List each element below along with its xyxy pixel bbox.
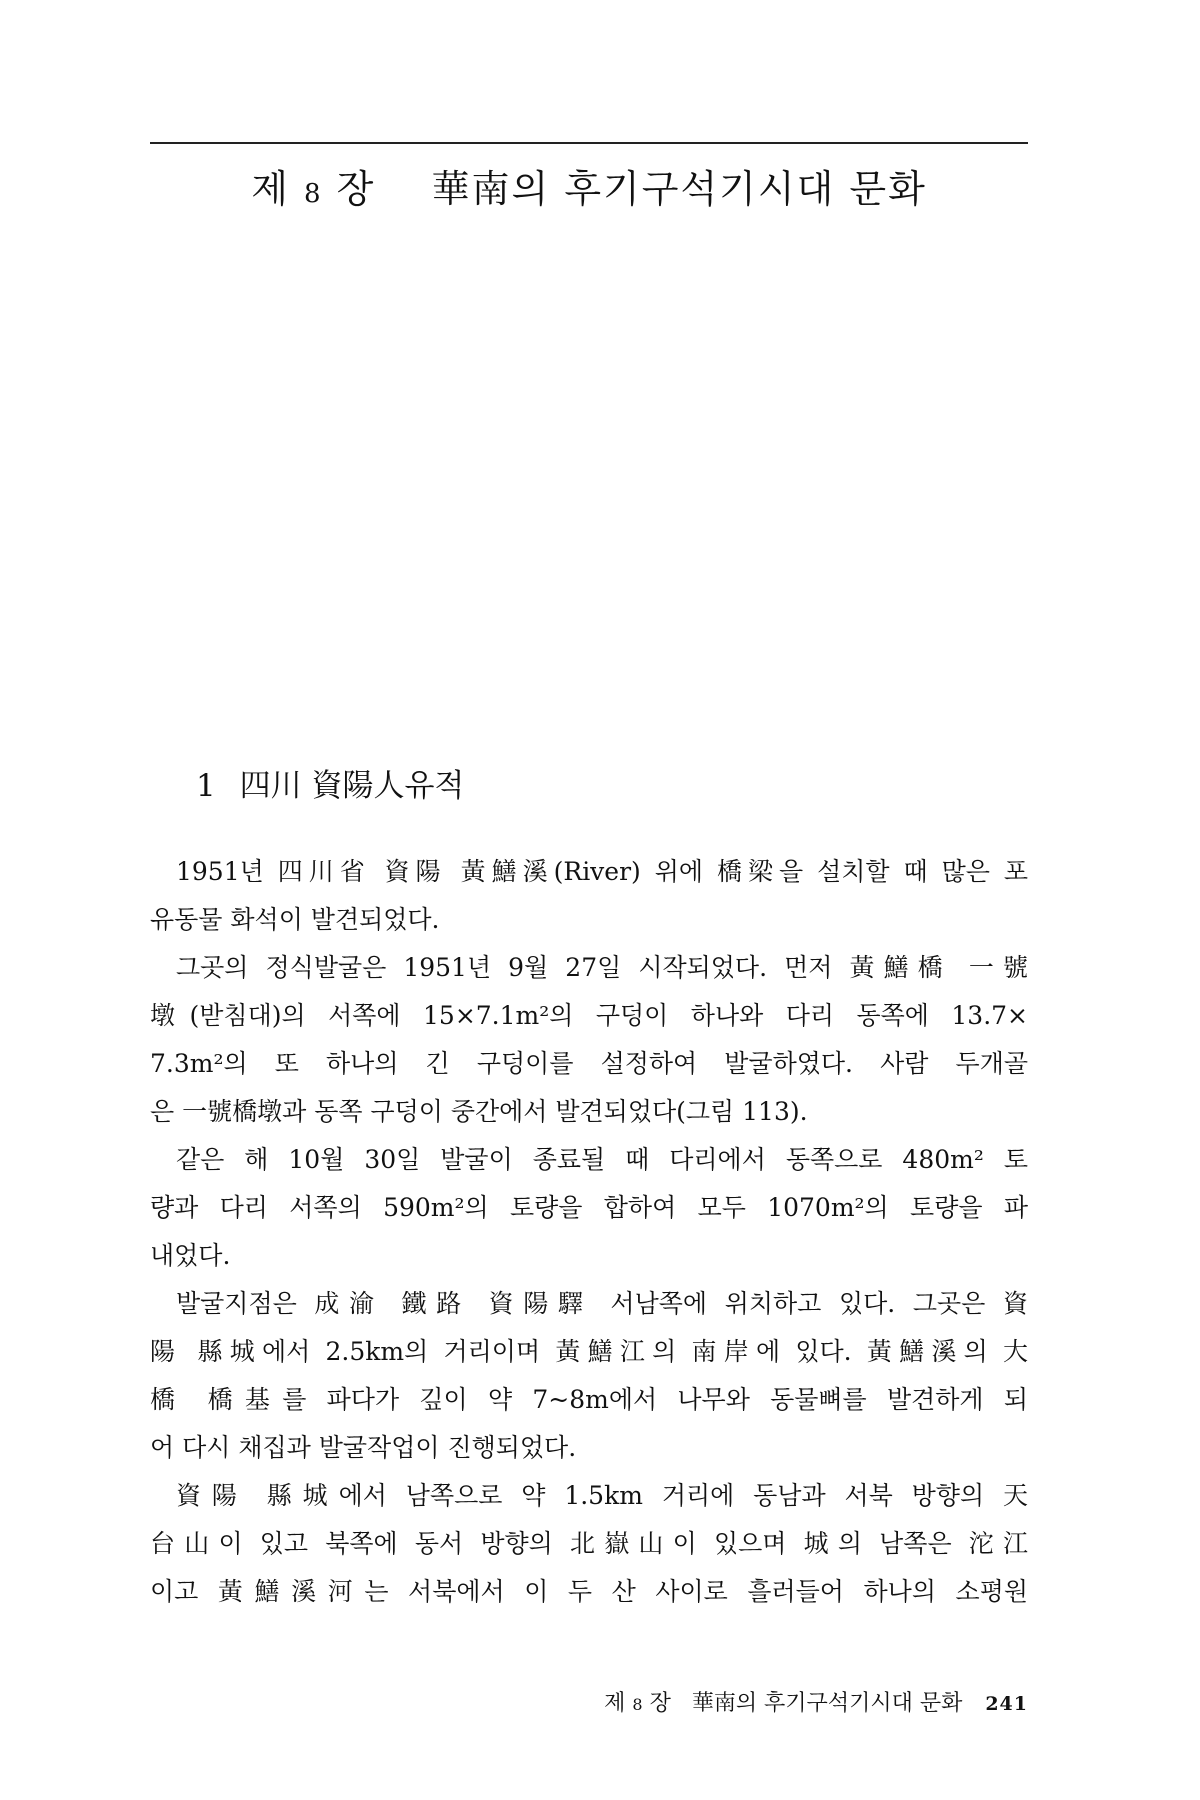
section-number: 1 [196, 768, 216, 804]
body-line: 이고 黃鱔溪河는 서북에서 이 두 산 사이로 흘러들어 하나의 소평원 [150, 1577, 1028, 1606]
body-line: 발굴지점은 成渝 鐵路 資陽驛 서남쪽에 위치하고 있다. 그곳은 資 [176, 1289, 1028, 1318]
body-line: 같은 해 10월 30일 발굴이 종료될 때 다리에서 동쪽으로 480m² 토 [176, 1145, 1028, 1174]
body-line: 7.3m²의 또 하나의 긴 구덩이를 설정하여 발굴하였다. 사람 두개골 [150, 1049, 1028, 1078]
footer-chapter-number: 8 [632, 1695, 643, 1714]
body-line: 墩(받침대)의 서쪽에 15×7.1m²의 구덩이 하나와 다리 동쪽에 13.7× [150, 1001, 1028, 1030]
page-number: 241 [985, 1693, 1028, 1715]
body-line: 어 다시 채집과 발굴작업이 진행되었다. [150, 1433, 577, 1462]
running-footer [514, 1686, 1028, 1717]
chapter-prefix: 제 [251, 167, 290, 211]
body-line: 내었다. [150, 1241, 231, 1270]
footer-chapter-suffix: 장 [649, 1691, 671, 1716]
chapter-title [150, 158, 1028, 213]
chapter-name: 華南의 후기구석기시대 문화 [431, 167, 927, 211]
body-line: 은 一號橋墩과 동쪽 구덩이 중간에서 발견되었다(그림 113). [150, 1097, 808, 1126]
body-line: 台山이 있고 북쪽에 동서 방향의 北嶽山이 있으며 城의 남쪽은 沱江 [150, 1529, 1028, 1558]
body-line: 그곳의 정식발굴은 1951년 9월 27일 시작되었다. 먼저 黃鱔橋 一號 [176, 953, 1028, 982]
body-line: 橋 橋基를 파다가 깊이 약 7~8m에서 나무와 동물뼈를 발견하게 되 [150, 1385, 1028, 1414]
footer-chapter-prefix: 제 [604, 1691, 626, 1716]
chapter-suffix: 장 [336, 167, 376, 211]
body-line: 資陽 縣城에서 남쪽으로 약 1.5km 거리에 동남과 서북 방향의 天 [176, 1481, 1028, 1510]
section-heading [196, 760, 464, 805]
footer-chapter-title: 華南의 후기구석기시대 문화 [691, 1691, 963, 1716]
body-line: 陽 縣城에서 2.5km의 거리이며 黃鱔江의 南岸에 있다. 黃鱔溪의 大 [150, 1337, 1028, 1366]
body-line: 1951년 四川省 資陽 黃鱔溪(River) 위에 橋梁을 설치할 때 많은 포 [176, 857, 1028, 886]
chapter-number: 8 [304, 179, 323, 209]
section-title: 四川 資陽人유적 [239, 768, 465, 804]
header-rule [150, 142, 1028, 144]
body-text [150, 848, 1028, 1616]
body-line: 유동물 화석이 발견되었다. [150, 905, 440, 934]
body-line: 량과 다리 서쪽의 590m²의 토량을 합하여 모두 1070m²의 토량을 파 [150, 1193, 1028, 1222]
